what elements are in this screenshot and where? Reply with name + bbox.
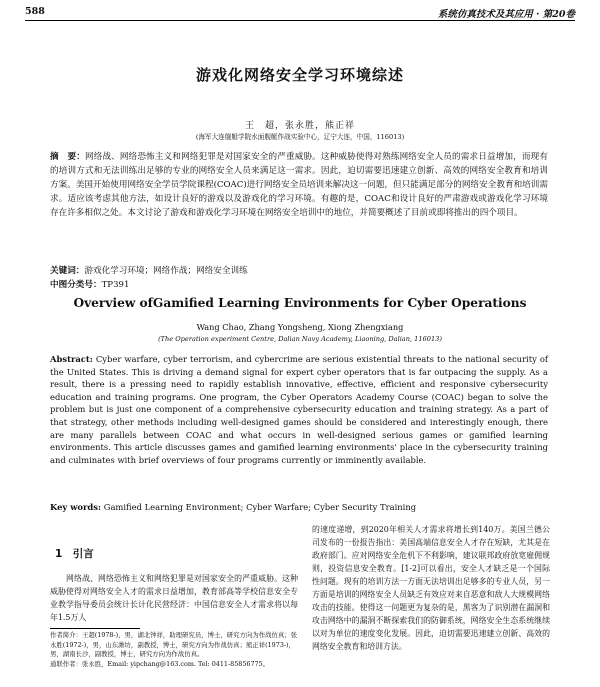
english-affiliation: (The Operation experiment Centre, Dalian Navy Academy, Liaoning, Dalian, 116013): [158, 335, 442, 343]
classification-code: [50, 278, 130, 290]
english-keywords-label: Key words:: [50, 502, 102, 512]
chinese-abstract-label: 摘 要：: [50, 152, 85, 162]
chinese-keywords: [50, 264, 248, 276]
chinese-keywords-text: 游戏化学习环境；网络作战；网络安全训练: [84, 266, 248, 276]
chinese-keywords-label: 关键词：: [50, 266, 85, 276]
english-title: Overview ofGamified Learning Environments for Cyber Operations: [73, 296, 527, 310]
body-right-column: 的速度递增，到2020年相关人才需求将增长到140万。美国兰德公司发布的一份报告指出：美国高端信息安全人才存在短缺，尤其是在政府部门。应对网络安全危机下不利影响，建议联邦政府放宽雇佣规则，投资信息安全教育。[1-2]可以看出，安全人才缺乏是一个国际性问题。现有的培训方法一方面无法培训出足够多的专业人员，另一方面是培训的网络安全人员缺乏有效应对来自恶意和敌人大规模网络攻击的技能。使得这一问题更为复杂的是，黑客为了识别潜在漏洞和攻击网络中的漏洞不断探索我们的防御系统，网络安全生态系统继续以对为单位的速度变化发展。因此，迫切需要迅速建立创新、高效的网络安全教育和培训方法。: [312, 525, 550, 651]
page-header: [25, 6, 575, 21]
footnote-divider: [50, 628, 140, 629]
footnote-contact: 通联作者：张永胜，Email: yipchang@163.com. Tel: 0411-85856775。: [50, 659, 270, 668]
english-keywords: [50, 502, 416, 512]
classification-code-label: 中图分类号：: [50, 280, 102, 290]
chinese-abstract: [50, 150, 548, 220]
english-authors: Wang Chao, Zhang Yongsheng, Xiong Zhengxiang: [196, 322, 404, 332]
body-left-column: 网络战、网络恐怖主义和网络犯罪是对国家安全的严重威胁。这种威胁使得对网络安全人才的需求日益增加，教育部高等学校信息安全专业教学指导委员会统计长计化民营经济：中国信息安全人才需求将以每年1.5万人: [50, 574, 298, 622]
english-abstract-text: Cyber warfare, cyber terrorism, and cybercrime are serious existential threats to the national security of the United States. This is driving a demand signal for expert cyber operators that is far outpacing the supply. As a result, there is a pressing need to rapidly establish innovative, effective, efficient and responsive cybersecurity education and training programs. One program, the Cyber Operators Academy Course (COAC) began to solve the problem but is just one component of a comprehensive cybersecurity education and training strategy. As a part of that strategy, other methods including well-designed games should be considered and interestingly enough, there are many parallels between COAC and what occurs in well-designed serious games or gamified learning environments. This article discusses games and gamified learning environments' place in the cybersecurity training and culminates with brief overviews of four programs currently or imminently available.: [50, 354, 548, 465]
english-abstract: [50, 353, 548, 466]
chinese-authors: 王 超，张永胜，熊正祥: [244, 121, 355, 131]
english-abstract-label: Abstract:: [50, 354, 93, 364]
footnotes: [50, 631, 300, 669]
page-number: 588: [25, 6, 45, 17]
journal-name: 系统仿真技术及其应用 · 第20卷: [437, 9, 575, 20]
chinese-abstract-text: 网络战、网络恐怖主义和网络犯罪是对国家安全的严重威胁。这种威胁使得对熟练网络安全人员的需求日益增加，而现有的培训方式和无法训练出足够的专业的网络安全人员来满足这一需求。因此，迫切需要迅速建立创新、高效的网络安全教育和培训方案。美国开始使用网络安全学员学院课程(COAC)进行网络安全员培训来解决这一问题，但只能满足部分的网络安全教育和培训需求。适应该考虑其他方法，如设计良好的游戏以及游戏化的学习环境。有趣的是，COAC和设计良好的严肃游戏或游戏化学习环境存在许多相似之处。本文讨论了游戏和游戏化学习环境在网络安全培训中的地位，并简要概述了目前或即将推出的四个项目。: [50, 152, 548, 218]
footnote-author-bio: 作者简介：王超(1978-)，男，湖北钟祥，助理研究员，博士，研究方向为作战仿真；张永胜(1972-)，男，山东潍坊，副教授，博士，研究方向为作战仿真；熊正祥(1973-)，男，湖南长沙，副教授，博士，研究方向为作战仿真。: [50, 631, 298, 658]
chinese-affiliation: (海军大连舰艇学院水面舰艇作战实验中心，辽宁大连，中国，116013): [195, 133, 405, 141]
english-keywords-text: Gamified Learning Environment; Cyber Warfare; Cyber Security Training: [103, 502, 417, 512]
chinese-title: 游戏化网络安全学习环境综述: [195, 66, 404, 84]
section-heading: 1 引言: [55, 548, 94, 560]
classification-code-value: TP391: [101, 280, 130, 290]
